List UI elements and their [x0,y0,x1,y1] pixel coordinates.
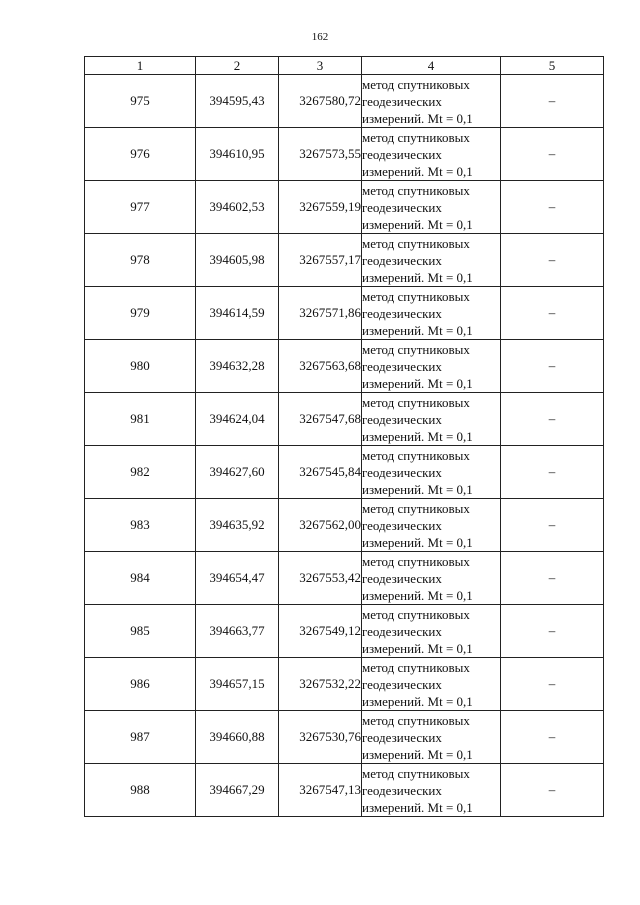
table-row [85,340,604,393]
point-number-cell: 979 [85,287,196,340]
y-coordinate-cell: 3267549,12 [279,605,362,658]
method-text-line: геодезических [362,199,442,215]
table-row [85,75,604,128]
table-header-row [85,57,604,75]
method-text-line: метод спутниковых [362,712,470,728]
method-text-line: метод спутниковых [362,341,470,357]
x-coordinate-cell: 394663,77 [196,605,279,658]
point-number-cell: 980 [85,340,196,393]
method-cell [362,234,501,287]
method-cell [362,393,501,446]
method-cell [362,128,501,181]
method-cell [362,658,501,711]
method-text-line: измерений. Mt = 0,1 [362,163,473,179]
table-row [85,446,604,499]
x-coordinate-cell: 394657,15 [196,658,279,711]
table-row [85,764,604,817]
method-cell [362,340,501,393]
note-cell: – [501,181,604,234]
column-header-4: 4 [362,57,501,75]
y-coordinate-cell: 3267557,17 [279,234,362,287]
table-body [85,75,604,817]
point-number-cell: 982 [85,446,196,499]
method-text-line: измерений. Mt = 0,1 [362,799,473,815]
method-text-line: метод спутниковых [362,606,470,622]
method-text-line: измерений. Mt = 0,1 [362,534,473,550]
y-coordinate-cell: 3267547,68 [279,393,362,446]
point-number-cell: 985 [85,605,196,658]
method-text-line: метод спутниковых [362,447,470,463]
method-text-line: геодезических [362,729,442,745]
page-number: 162 [311,31,329,43]
table-row [85,605,604,658]
point-number-cell: 975 [85,75,196,128]
table-row [85,658,604,711]
x-coordinate-cell: 394660,88 [196,711,279,764]
method-text-line: геодезических [362,623,442,639]
note-cell: – [501,605,604,658]
method-cell [362,499,501,552]
y-coordinate-cell: 3267562,00 [279,499,362,552]
column-header-1: 1 [85,57,196,75]
y-coordinate-cell: 3267530,76 [279,711,362,764]
point-number-cell: 987 [85,711,196,764]
method-text-line: метод спутниковых [362,553,470,569]
point-number-cell: 981 [85,393,196,446]
method-cell [362,605,501,658]
method-cell [362,764,501,817]
method-text-line: геодезических [362,570,442,586]
point-number-cell: 986 [85,658,196,711]
x-coordinate-cell: 394602,53 [196,181,279,234]
note-cell: – [501,234,604,287]
point-number-cell: 984 [85,552,196,605]
method-text-line: метод спутниковых [362,500,470,516]
method-text-line: геодезических [362,252,442,268]
x-coordinate-cell: 394654,47 [196,552,279,605]
y-coordinate-cell: 3267532,22 [279,658,362,711]
table-row [85,128,604,181]
note-cell: – [501,658,604,711]
point-number-cell: 978 [85,234,196,287]
method-text-line: геодезических [362,358,442,374]
method-cell [362,552,501,605]
method-text-line: измерений. Mt = 0,1 [362,428,473,444]
table-row [85,287,604,340]
method-text-line: измерений. Mt = 0,1 [362,216,473,232]
table-row [85,499,604,552]
x-coordinate-cell: 394595,43 [196,75,279,128]
method-text-line: измерений. Mt = 0,1 [362,693,473,709]
table-row [85,181,604,234]
method-text-line: метод спутниковых [362,129,470,145]
note-cell: – [501,128,604,181]
x-coordinate-cell: 394614,59 [196,287,279,340]
column-header-3: 3 [279,57,362,75]
table-row [85,234,604,287]
note-cell: – [501,340,604,393]
method-text-line: метод спутниковых [362,235,470,251]
y-coordinate-cell: 3267573,55 [279,128,362,181]
x-coordinate-cell: 394667,29 [196,764,279,817]
x-coordinate-cell: 394627,60 [196,446,279,499]
table-row [85,711,604,764]
method-text-line: геодезических [362,411,442,427]
x-coordinate-cell: 394632,28 [196,340,279,393]
method-text-line: геодезических [362,305,442,321]
note-cell: – [501,711,604,764]
method-cell [362,711,501,764]
y-coordinate-cell: 3267547,13 [279,764,362,817]
method-text-line: метод спутниковых [362,659,470,675]
method-text-line: метод спутниковых [362,182,470,198]
method-text-line: измерений. Mt = 0,1 [362,587,473,603]
point-number-cell: 988 [85,764,196,817]
method-cell [362,181,501,234]
method-text-line: метод спутниковых [362,76,470,92]
method-text-line: метод спутниковых [362,394,470,410]
note-cell: – [501,764,604,817]
x-coordinate-cell: 394610,95 [196,128,279,181]
note-cell: – [501,287,604,340]
point-number-cell: 983 [85,499,196,552]
method-text-line: геодезических [362,93,442,109]
note-cell: – [501,499,604,552]
method-text-line: метод спутниковых [362,765,470,781]
method-text-line: измерений. Mt = 0,1 [362,481,473,497]
table-row [85,552,604,605]
method-text-line: измерений. Mt = 0,1 [362,269,473,285]
table-row [85,393,604,446]
method-text-line: геодезических [362,676,442,692]
method-text-line: геодезических [362,517,442,533]
x-coordinate-cell: 394635,92 [196,499,279,552]
column-header-2: 2 [196,57,279,75]
note-cell: – [501,446,604,499]
point-number-cell: 977 [85,181,196,234]
note-cell: – [501,552,604,605]
x-coordinate-cell: 394624,04 [196,393,279,446]
method-cell [362,75,501,128]
method-text-line: геодезических [362,146,442,162]
column-header-5: 5 [501,57,604,75]
coordinates-table [84,56,604,817]
y-coordinate-cell: 3267563,68 [279,340,362,393]
y-coordinate-cell: 3267571,86 [279,287,362,340]
method-text-line: измерений. Mt = 0,1 [362,746,473,762]
x-coordinate-cell: 394605,98 [196,234,279,287]
method-text-line: измерений. Mt = 0,1 [362,110,473,126]
note-cell: – [501,393,604,446]
point-number-cell: 976 [85,128,196,181]
method-text-line: геодезических [362,782,442,798]
method-text-line: измерений. Mt = 0,1 [362,640,473,656]
method-cell [362,446,501,499]
method-cell [362,287,501,340]
method-text-line: измерений. Mt = 0,1 [362,375,473,391]
note-cell: – [501,75,604,128]
method-text-line: измерений. Mt = 0,1 [362,322,473,338]
method-text-line: геодезических [362,464,442,480]
y-coordinate-cell: 3267553,42 [279,552,362,605]
y-coordinate-cell: 3267559,19 [279,181,362,234]
method-text-line: метод спутниковых [362,288,470,304]
y-coordinate-cell: 3267580,72 [279,75,362,128]
y-coordinate-cell: 3267545,84 [279,446,362,499]
